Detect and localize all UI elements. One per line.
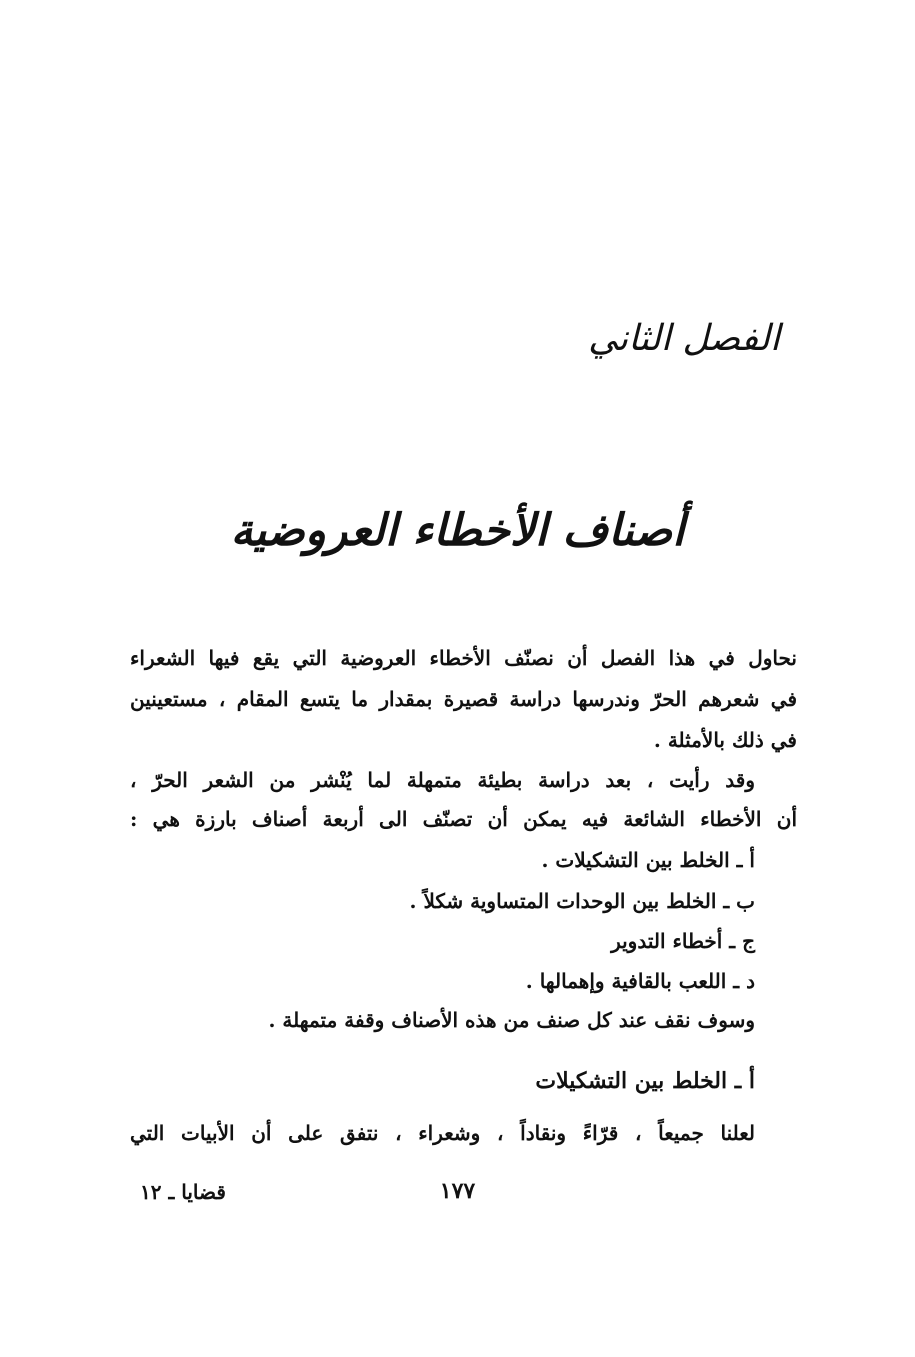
paragraph-line: أن الأخطاء الشائعة فيه يمكن أن تصنّف الى أربعة أصناف بارزة هي :: [130, 807, 797, 831]
paragraph-line: في شعرهم الحرّ وندرسها دراسة قصيرة بمقدار ما يتسع المقام ، مستعينين: [130, 687, 797, 711]
list-item: أ ـ الخلط بين التشكيلات .: [541, 848, 755, 872]
list-item: د ـ اللعب بالقافية وإهمالها .: [525, 969, 755, 993]
paragraph-line: وسوف نقف عند كل صنف من هذه الأصناف وقفة متمهلة .: [268, 1008, 755, 1032]
section-heading: أ ـ الخلط بين التشكيلات: [535, 1068, 755, 1094]
paragraph-line: وقد رأيت ، بعد دراسة بطيئة متمهلة لما يُنْشر من الشعر الحرّ ،: [130, 768, 755, 792]
list-item: ج ـ أخطاء التدوير: [611, 929, 755, 953]
list-item: ب ـ الخلط بين الوحدات المتساوية شكلاً .: [409, 889, 755, 913]
signature-mark: قضايا ـ ١٢: [140, 1180, 226, 1204]
paragraph-line: لعلنا جميعاً ، قرّاءً ونقاداً ، وشعراء ، نتفق على أن الأبيات التي: [130, 1121, 755, 1145]
chapter-label: الفصل الثاني: [588, 318, 780, 359]
paragraph-line: نحاول في هذا الفصل أن نصنّف الأخطاء العروضية التي يقع فيها الشعراء: [130, 646, 797, 670]
page-number: ١٧٧: [439, 1178, 476, 1204]
chapter-title: أصناف الأخطاء العروضية: [230, 505, 685, 556]
paragraph-line: في ذلك بالأمثلة .: [653, 728, 797, 752]
